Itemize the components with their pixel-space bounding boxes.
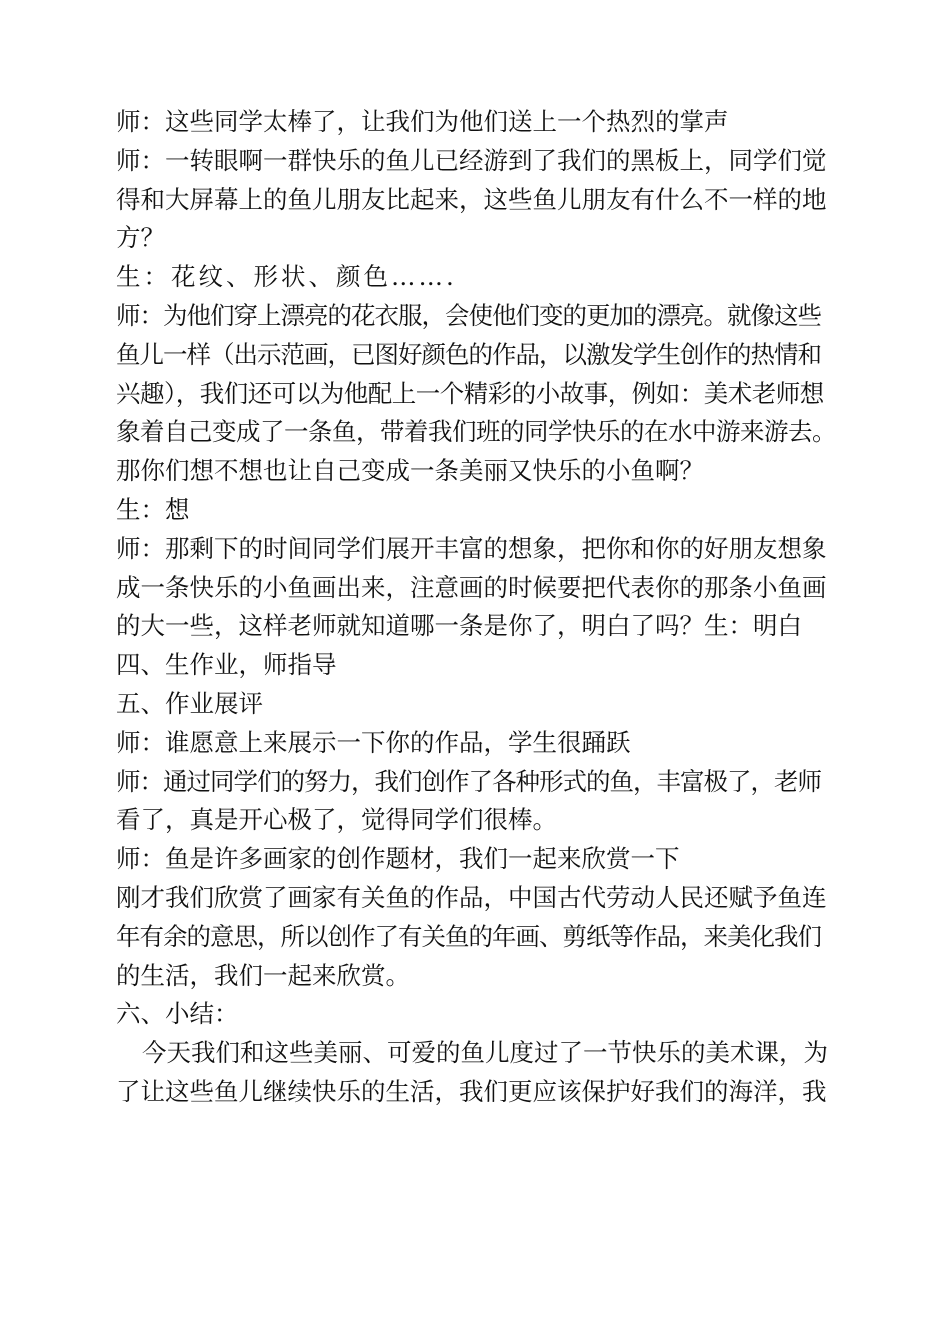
text-line: 生：花纹、形状、颜色……. xyxy=(116,262,457,292)
text-line: 四、生作业，师指导 xyxy=(116,650,337,680)
text-line: 师：为他们穿上漂亮的花衣服，会使他们变的更加的漂亮。就像这些 xyxy=(116,300,821,330)
text-line: 师：通过同学们的努力，我们创作了各种形式的鱼，丰富极了，老师 xyxy=(116,766,821,796)
text-line: 的大一些，这样老师就知道哪一条是你了，明白了吗？生：明白 xyxy=(116,611,802,641)
text-line: 师：那剩下的时间同学们展开丰富的想象，把你和你的好朋友想象 xyxy=(116,533,827,563)
text-line: 今天我们和这些美丽、可爱的鱼儿度过了一节快乐的美术课，为 xyxy=(142,1038,828,1068)
text-line: 成一条快乐的小鱼画出来，注意画的时候要把代表你的那条小鱼画 xyxy=(116,572,827,602)
text-line: 师：一转眼啊一群快乐的鱼儿已经游到了我们的黑板上，同学们觉 xyxy=(116,145,827,175)
text-line: 年有余的意思，所以创作了有关鱼的年画、剪纸等作品，来美化我们 xyxy=(116,921,821,951)
text-line: 师：谁愿意上来展示一下你的作品，学生很踊跃 xyxy=(116,727,631,757)
text-line: 得和大屏幕上的鱼儿朋友比起来，这些鱼儿朋友有什么不一样的地 xyxy=(116,184,827,214)
text-line: 刚才我们欣赏了画家有关鱼的作品，中国古代劳动人民还赋予鱼连 xyxy=(116,882,827,912)
text-line: 兴趣），我们还可以为他配上一个精彩的小故事，例如：美术老师想 xyxy=(116,378,824,408)
text-line: 看了，真是开心极了，觉得同学们很棒。 xyxy=(116,805,557,835)
lesson-transcript xyxy=(116,103,876,1112)
text-line: 那你们想不想也让自己变成一条美丽又快乐的小鱼啊？ xyxy=(116,456,704,486)
text-line: 师：这些同学太棒了，让我们为他们送上一个热烈的掌声 xyxy=(116,107,729,136)
text-line: 五、作业展评 xyxy=(116,688,263,718)
text-line: 了让这些鱼儿继续快乐的生活，我们更应该保护好我们的海洋，我 xyxy=(116,1076,827,1106)
text-line: 方？ xyxy=(116,223,165,253)
text-line: 鱼儿一样（出示范画，已图好颜色的作品，以激发学生创作的热情和 xyxy=(116,339,821,369)
text-line: 象着自己变成了一条鱼，带着我们班的同学快乐的在水中游来游去。 xyxy=(116,417,836,447)
text-line: 生：想 xyxy=(116,494,190,524)
text-line: 师：鱼是许多画家的创作题材，我们一起来欣赏一下 xyxy=(116,844,680,874)
text-line: 六、小结： xyxy=(116,999,239,1029)
text-line: 的生活，我们一起来欣赏。 xyxy=(116,960,410,990)
